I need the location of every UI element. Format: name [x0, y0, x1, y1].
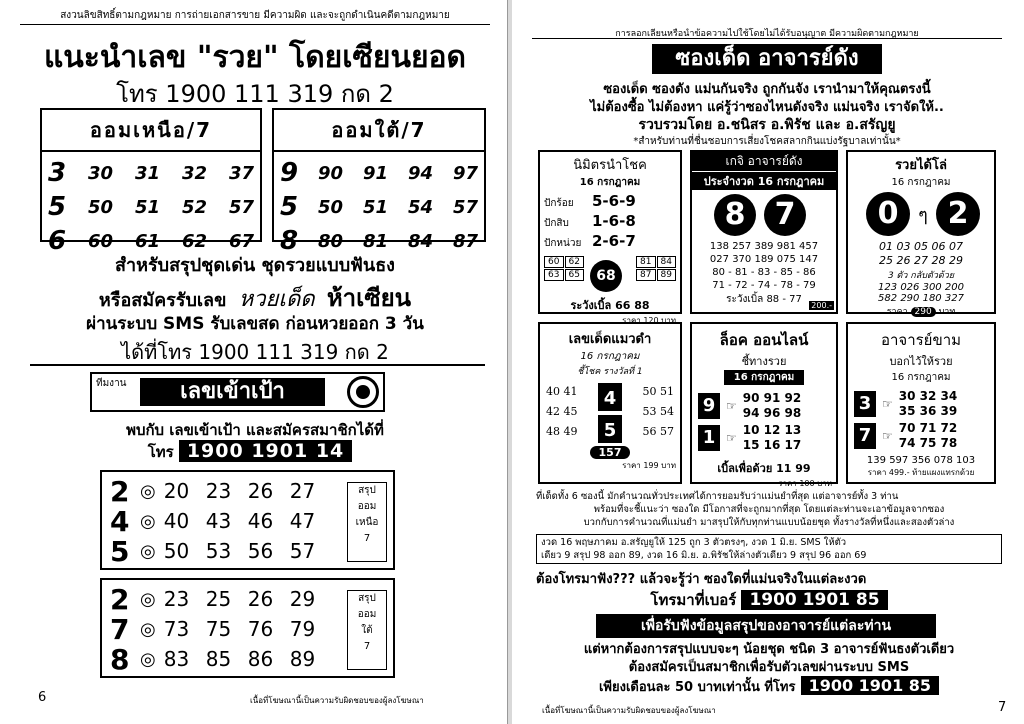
number-cell: 31	[134, 162, 160, 184]
number-cell: 54	[407, 196, 433, 218]
card6-price: ราคา 499.- ท้ายแผงแทรกด้วย	[867, 468, 975, 477]
card1-line	[544, 192, 676, 212]
summary-row	[110, 476, 385, 506]
card2-price: 200.-	[811, 301, 832, 310]
card3-extra1: 123 026 300 200	[878, 282, 964, 293]
summary-number: 29	[289, 587, 316, 611]
lead-digit: 9	[280, 158, 299, 188]
result-2: เดียว 9 สรุป 98 ออก 89, งวด 16 มิ.ย. อ.พิรัชให้ล่างตัวเดียว 9 สรุป 96 ออก 69	[541, 550, 867, 561]
number-cell: 57	[452, 196, 478, 218]
side-label: สรุป	[358, 593, 376, 604]
summary-lead: 5	[110, 534, 130, 568]
summary-number: 43	[205, 509, 232, 533]
number-cell: 90	[317, 162, 343, 184]
card4-boxed-digit: 4	[599, 384, 621, 410]
summary-number: 23	[163, 587, 190, 611]
card3-link: ๆ	[918, 205, 928, 226]
box1-side	[347, 482, 387, 562]
intro-3: รวบรวมโดย อ.ชนิสร อ.พิรัช และ อ.สรัญยู	[638, 117, 896, 133]
promo-2c: ห้าเซียน	[326, 284, 412, 312]
right-page	[512, 0, 1024, 724]
north-rows	[42, 152, 260, 262]
lead-number-line: 15 16 17	[742, 438, 802, 452]
number-cell: 50	[317, 196, 343, 218]
card1-grid	[540, 256, 680, 296]
target-symbol-icon: ◎	[140, 588, 156, 610]
side-label: ใต้	[361, 625, 373, 636]
summary-row	[110, 584, 385, 614]
target-symbol-icon: ◎	[140, 540, 156, 562]
card3-date: 16 กรกฎาคม	[891, 177, 951, 188]
card5-subtitle: ชี้ทางรวย	[741, 355, 787, 368]
side-label: เหนือ	[355, 517, 379, 528]
lead-numbers	[743, 423, 801, 453]
lead-row	[698, 391, 830, 421]
card-nimit	[538, 150, 682, 325]
lead-box: 9	[698, 393, 720, 419]
intro-2: ไม่ต้องซื้อ ไม่ต้องหา แค่รู้ว่าซองไหนดังจริง แม่นจริง เราจัดให้..	[590, 100, 944, 115]
pointing-hand-icon: ☞	[726, 399, 737, 413]
summary-number: 23	[205, 479, 232, 503]
card1-grid-cell: 81	[636, 256, 656, 268]
number-row	[280, 156, 478, 190]
card4-price: ราคา 199 บาท	[622, 461, 676, 470]
card1-lines	[540, 190, 680, 254]
summary-number: 83	[163, 647, 190, 671]
summary-number: 40	[163, 509, 190, 533]
lead-box: 1	[698, 425, 720, 451]
number-cell: 52	[181, 196, 207, 218]
side-label: 7	[363, 641, 371, 652]
card1-grid-right	[636, 256, 676, 281]
card6-tail: 139 597 356 078 103	[866, 455, 976, 466]
promo-2b: หวยเด็ด	[238, 287, 315, 312]
card4-right-num: 56 57	[642, 425, 674, 438]
card4-title: เลขเด็ดแมวดำ	[568, 332, 652, 347]
number-row	[48, 156, 254, 190]
lead-number-line: 74 75 78	[898, 436, 958, 450]
call-number: 1900 1901 85	[741, 590, 887, 610]
card1-grid-cell: 63	[544, 269, 564, 281]
card6-date: 16 กรกฎาคม	[891, 372, 951, 383]
card3-note: 3 ตัว กลับตัวด้วย	[887, 271, 955, 281]
card4-left	[546, 382, 578, 442]
north-box	[40, 108, 262, 256]
card1-line	[544, 212, 676, 232]
side-label: ออม	[357, 609, 377, 620]
summary-number: 25	[205, 587, 232, 611]
card3-digits	[848, 190, 994, 240]
left-page	[0, 0, 508, 724]
result-1: งวด 16 พฤษภาคม อ.สรัญยูให้ 125 ถูก 3 ตัวตรงๆ, งวด 1 มิ.ย. SMS ให้ตัว	[541, 537, 847, 548]
card1-grid-cell: 65	[565, 269, 585, 281]
card4-left-num: 42 45	[546, 405, 578, 418]
right-footer: เนื้อที่โฆษณานี้เป็นความรับผิดชอบของผู้ลงโฆษณา	[542, 706, 716, 715]
summary-number: 46	[247, 509, 274, 533]
card2-title: เกจิ อาจารย์ดัง	[692, 152, 836, 171]
card1-line-value: 2-6-7	[592, 232, 636, 250]
card1-grid-cell: 89	[657, 269, 677, 281]
card-kham	[846, 322, 996, 484]
card1-line	[544, 232, 676, 252]
number-cell: 50	[87, 196, 113, 218]
listen-line: เพื่อรับฟังข้อมูลสรุปของอาจารย์แต่ละท่าน	[596, 614, 936, 638]
right-header-rule	[532, 38, 1002, 39]
card-blackcat	[538, 322, 682, 484]
lead-number-line: 35 36 39	[898, 404, 958, 418]
card5-rows	[692, 385, 836, 459]
lead-numbers	[743, 391, 801, 421]
para-3: บวกกับการคำนวณที่แม่นยำ มาสรุปให้กับทุกท่านแบบน้อยชุด ทั้งรางวัลที่หนึ่งและสองตัวล่าง	[583, 517, 955, 528]
south-title: ออมใต้/7	[274, 110, 484, 152]
lead-digit: 3	[48, 158, 67, 188]
card6-title: อาจารย์ขาม	[880, 331, 962, 349]
target-symbol-icon: ◎	[140, 618, 156, 640]
lead-box: 7	[854, 423, 876, 449]
lead-row	[854, 389, 988, 419]
para-1: ที่เด็ดทั้ง 6 ซองนี้ มักคำนวณทั่วประเทศได้การยอมรับว่าแม่นยำที่สุด แต่อาจารย์ทั้ง 3 ท่าน	[536, 491, 899, 502]
month-number: 1900 1901 85	[801, 676, 939, 695]
summary-number: 26	[247, 479, 274, 503]
right-title: ซองเด็ด อาจารย์ดัง	[652, 44, 882, 74]
card4-right-num: 53 54	[642, 405, 674, 418]
summary-number: 27	[289, 479, 316, 503]
number-cell: 37	[228, 162, 254, 184]
pointing-hand-icon: ☞	[726, 431, 737, 445]
card2-digit-b: 7	[764, 194, 806, 236]
number-row	[280, 190, 478, 224]
lead-digit: 5	[48, 192, 67, 222]
summary-lead: 4	[110, 504, 130, 538]
summary-lead: 8	[110, 642, 130, 676]
side-label: ออม	[357, 501, 377, 512]
target-symbol-icon: ◎	[140, 480, 156, 502]
lead-numbers	[899, 421, 957, 451]
summary-number: 85	[205, 647, 232, 671]
tel-label: โทร	[147, 443, 174, 461]
left-footer: เนื้อที่โฆษณานี้เป็นความรับผิดชอบของผู้ลงโฆษณา	[250, 696, 424, 705]
summary-number: 73	[163, 617, 190, 641]
summary-number: 20	[163, 479, 190, 503]
card4-left-num: 48 49	[546, 425, 578, 438]
card4-note: ชี้โชค รางวัลที่ 1	[577, 367, 643, 377]
summary-number: 79	[289, 617, 316, 641]
summary-number: 76	[247, 617, 274, 641]
promo-line-1: สำหรับสรุปชุดเด่น ชุดรวยแบบฟันธง	[115, 255, 395, 276]
card3-digit-a: 0	[866, 192, 910, 236]
card5-date: 16 กรกฎาคม	[724, 370, 804, 385]
card3-number-line: 01 03 05 06 07	[879, 240, 963, 253]
side-label: สรุป	[358, 485, 376, 496]
summary-number: 56	[247, 539, 274, 563]
card1-line-label: ปักสิบ	[544, 218, 569, 229]
promo-line-3: ผ่านระบบ SMS รับเลขสด ก่อนหวยออก 3 วัน	[86, 314, 424, 334]
card3-extra2: 582 290 180 327	[878, 293, 964, 304]
summary-lead: 2	[110, 474, 130, 508]
summary-number: 53	[205, 539, 232, 563]
lead-box: 3	[854, 391, 876, 417]
summary-number: 86	[247, 647, 274, 671]
side-label: 7	[363, 533, 371, 544]
card1-date: 16 กรกฎาคม	[579, 177, 641, 188]
card3-digit-b: 2	[936, 192, 980, 236]
number-cell: 51	[362, 196, 388, 218]
right-header-line: การลอกเลียนหรือนำข้อความไปใช้โดยไม่ได้รับอนุญาต มีความผิดตามกฎหมาย	[615, 29, 919, 39]
tel-banner	[130, 440, 370, 464]
pointing-hand-icon: ☞	[882, 397, 893, 411]
card5-tail: เบิ้ลเพื่อด้วย 11 99	[717, 462, 811, 475]
lead-number-line: 30 32 34	[898, 389, 958, 403]
summary-number: 26	[247, 587, 274, 611]
number-cell: 84	[407, 230, 433, 252]
number-cell: 80	[317, 230, 343, 252]
left-header-line: สงวนลิขสิทธิ์ตามกฎหมาย การถ่ายเอกสารขาย มีความผิด และจะถูกดำเนินคดีตามกฎหมาย	[60, 10, 450, 21]
right-page-number: 7	[998, 700, 1007, 715]
card4-boxed	[599, 384, 621, 442]
summary-box-north	[100, 470, 395, 570]
number-cell: 60	[87, 230, 113, 252]
body-paragraph	[536, 490, 1002, 529]
card4-right	[643, 382, 675, 442]
card4-left-num: 40 41	[546, 385, 578, 398]
lead-numbers	[899, 389, 957, 419]
card-lock	[690, 322, 838, 488]
month-a: เพียงเดือนละ 50 บาทเท่านั้น ที่โทร	[598, 680, 796, 695]
section-rule	[30, 364, 485, 366]
number-cell: 61	[134, 230, 160, 252]
summary-row	[110, 644, 385, 674]
number-cell: 51	[134, 196, 160, 218]
card3-lines	[848, 240, 994, 268]
summary-row	[110, 536, 385, 566]
card4-right-num: 50 51	[642, 385, 674, 398]
card3-title: รวยได้โล่	[895, 158, 947, 173]
number-cell: 91	[362, 162, 388, 184]
summary-row	[110, 506, 385, 536]
number-cell: 97	[452, 162, 478, 184]
summary-number: 57	[289, 539, 316, 563]
card2-number-line: 80 - 81 - 83 - 85 - 86	[712, 267, 816, 278]
card3-number-line: 25 26 27 28 29	[879, 254, 963, 267]
card-geji	[690, 150, 838, 314]
card3-price-val: 290	[911, 307, 936, 317]
want-1: แต่หากต้องการสรุปแบบจะๆ น้อยชุด ชนิด 3 อาจารย์ฟันธงตัวเดียว	[583, 642, 955, 657]
card6-rows	[848, 385, 994, 455]
para-2: พร้อมที่จะชี้แนะว่า ซองใด มีโอกาสที่จะถูกมากที่สุด โดยแต่ละท่านจะเอาข้อมูลจากซอง	[593, 504, 945, 515]
summary-number: 89	[289, 647, 316, 671]
card4-date: 16 กรกฎาคม	[580, 351, 640, 362]
summary-row	[110, 614, 385, 644]
ask-line: ต้องโทรมาฟัง??? แล้วจะรู้ว่า ซองใดที่แม่นจริงในแต่ละงวด	[536, 572, 867, 587]
south-rows	[274, 152, 484, 262]
number-row	[48, 190, 254, 224]
lead-row	[698, 423, 830, 453]
lead-number-line: 70 71 72	[898, 421, 958, 435]
south-box	[272, 108, 486, 256]
card2-subtitle: ประจำงวด 16 กรกฎาคม	[692, 171, 836, 190]
intro-4: *สำหรับท่านที่ชื่นชอบการเสี่ยงโชคสลากกินแบ่งรัฐบาลเท่านั้น*	[633, 136, 901, 147]
card1-grid-cell: 84	[657, 256, 677, 268]
meet-line: พบกับ เลขเข้าเป้า และสมัครสมาชิกได้ที่	[126, 421, 384, 439]
want-2: ต้องสมัครเป็นสมาชิกเพื่อรับตัวเลขผ่านระบบ SMS	[628, 660, 910, 675]
lead-row	[854, 421, 988, 451]
month-line	[536, 676, 1002, 697]
card3-price-unit: บาท	[938, 307, 956, 317]
card1-title: นิมิตรนำโชค	[573, 158, 647, 173]
card1-line-label: ปักหน่วย	[544, 238, 582, 249]
number-cell: 94	[407, 162, 433, 184]
card5-title: ล็อค ออนไลน์	[719, 331, 809, 349]
lead-number-line: 10 12 13	[742, 423, 802, 437]
promo-2a: หรือสมัครรับเลข	[98, 290, 227, 311]
card4-badge: 157	[590, 446, 630, 459]
card5-price: ราคา 100 บาท	[778, 479, 832, 488]
card1-grid-cell: 87	[636, 269, 656, 281]
number-cell: 81	[362, 230, 388, 252]
intro-1: ซองเด็ด ซองดัง แม่นกันจริง ถูกกันจัง เรานำมาให้คุณตรงนี้	[603, 82, 931, 97]
card1-line-value: 5-6-9	[592, 192, 636, 210]
card2-number-line: 027 370 189 075 147	[709, 254, 819, 265]
summary-box-south	[100, 578, 395, 678]
target-symbol-icon: ◎	[140, 648, 156, 670]
left-phone-line: โทร 1900 111 319 กด 2	[116, 80, 394, 108]
card1-center: 68	[590, 260, 622, 292]
summary-number: 50	[163, 539, 190, 563]
lead-digit: 8	[280, 226, 299, 256]
summary-lead: 7	[110, 612, 130, 646]
pointing-hand-icon: ☞	[882, 429, 893, 443]
left-page-number: 6	[38, 690, 47, 705]
team-title: เลขเข้าเป้า	[140, 378, 325, 406]
left-title: แนะนำเลข "รวย" โดยเซียนยอด	[43, 40, 467, 75]
tel-number: 1900 1901 14	[179, 440, 352, 462]
card2-number-line: 71 - 72 - 74 - 78 - 79	[712, 280, 816, 291]
left-header-rule	[20, 24, 490, 25]
north-title: ออมเหนือ/7	[42, 110, 260, 152]
lead-digit: 6	[48, 226, 67, 256]
card3-price	[848, 304, 994, 318]
lead-digit: 5	[280, 192, 299, 222]
promo-line-4: ได้ที่โทร 1900 111 319 กด 2	[121, 340, 389, 364]
card1-price: ราคา 120 บาท	[622, 316, 676, 325]
target-icon	[347, 376, 379, 408]
card3-price-label: ราคา	[886, 307, 908, 317]
card6-subtitle: บอกไว้ให้รวย	[889, 355, 953, 368]
team-banner	[90, 372, 385, 412]
card1-tail: ระวังเบิ้ล 66 88	[570, 299, 650, 312]
number-cell: 30	[87, 162, 113, 184]
card-shield	[846, 150, 996, 317]
summary-lead: 2	[110, 582, 130, 616]
call-line	[536, 588, 1002, 612]
call-label: โทรมาที่เบอร์	[650, 591, 737, 609]
card1-grid-cell: 62	[565, 256, 585, 268]
number-cell: 87	[452, 230, 478, 252]
card1-grid-left	[544, 256, 584, 281]
card1-line-value: 1-6-8	[592, 212, 636, 230]
card2-number-line: 138 257 389 981 457	[709, 241, 819, 252]
card1-line-label: ปักร้อย	[544, 198, 574, 209]
card4-boxed-digit: 5	[599, 416, 621, 442]
summary-number: 47	[289, 509, 316, 533]
box2-side	[347, 590, 387, 670]
lead-number-line: 90 91 92	[742, 391, 802, 405]
card1-grid-cell: 60	[544, 256, 564, 268]
team-small: ทีมงาน	[96, 378, 127, 389]
card2-digit-a: 8	[714, 194, 756, 236]
result-box	[536, 534, 1002, 564]
lead-number-line: 94 96 98	[742, 406, 802, 420]
number-cell: 57	[228, 196, 254, 218]
number-cell: 32	[181, 162, 207, 184]
card2-lines	[692, 240, 836, 292]
summary-number: 75	[205, 617, 232, 641]
number-cell: 62	[181, 230, 207, 252]
card2-digits	[692, 190, 836, 240]
target-symbol-icon: ◎	[140, 510, 156, 532]
card2-tail: ระวังเบิ้ล 88 - 77	[726, 294, 802, 305]
number-cell: 67	[228, 230, 254, 252]
card4-grid	[540, 378, 680, 446]
